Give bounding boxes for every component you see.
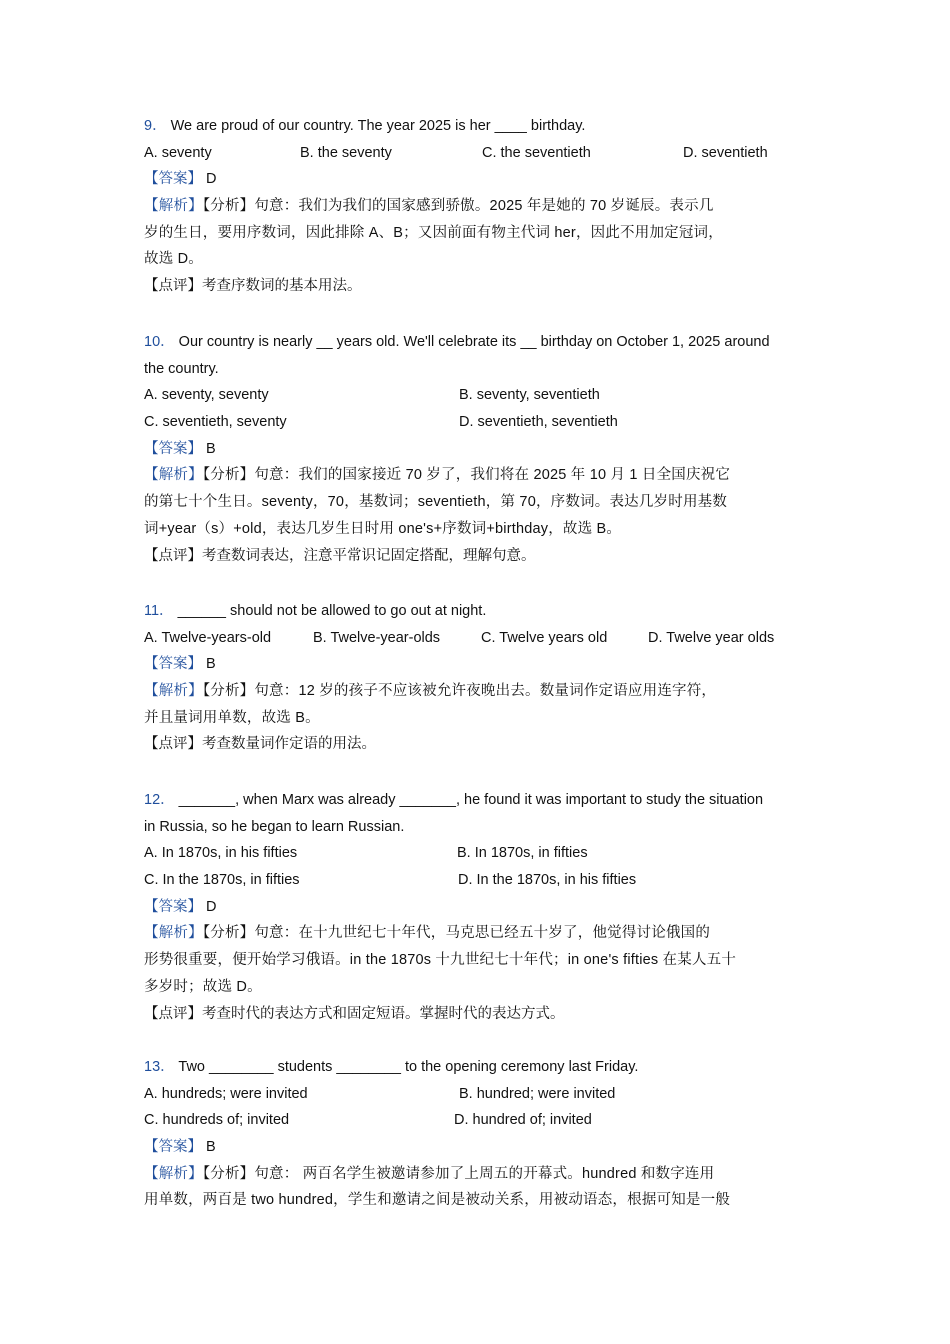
analysis-line: 形势很重要，便开始学习俄语。in the 1870s 十九世纪七十年代；in one's fifties 在某人五十 <box>144 952 737 969</box>
option-c: C. Twelve years old <box>481 629 608 646</box>
answer-value: D <box>206 898 217 915</box>
analysis-line: 【解析】【分析】句意：我们的国家接近 70 岁了，我们将在 2025 年 10 月 1 日全国庆祝它 <box>144 467 731 484</box>
analysis-tag: 【解析】 <box>144 198 203 215</box>
option-a: A. hundreds; were invited <box>144 1085 308 1102</box>
analysis-line: 词+year（s）+old，表达几岁生日时用 one's+序数词+birthday，故选 B。 <box>144 520 622 537</box>
analysis-line: 多岁时；故选 D。 <box>144 978 262 995</box>
option-b: B. the seventy <box>300 144 392 161</box>
analysis-tag: 【解析】 <box>144 467 203 484</box>
question-number: 11． <box>144 603 174 619</box>
question-stem <box>144 113 808 140</box>
options-row <box>144 140 808 167</box>
analysis-tag: 【解析】 <box>144 683 203 700</box>
option-a: A. Twelve-years-old <box>144 629 272 646</box>
question-13 <box>144 1054 808 1214</box>
question-stem <box>144 787 808 814</box>
answer-tag: 【答案】 <box>144 656 202 673</box>
analysis-line: 【解析】【分析】句意： 两百名学生被邀请参加了上周五的开幕式。hundred 和数字连用 <box>144 1165 715 1182</box>
question-text: ______ should not be allowed to go out at night. <box>173 603 487 619</box>
options-row <box>144 1081 808 1108</box>
answer-tag: 【答案】 <box>144 898 202 915</box>
answer-value: B <box>206 656 216 673</box>
answer-line <box>144 1134 808 1161</box>
option-b: B. seventy, seventieth <box>459 387 600 404</box>
question-text: Our country is nearly __ years old. We'll celebrate its __ birthday on October 1, 2025 around <box>174 334 770 350</box>
analysis-line: 并且量词用单数，故选 B。 <box>144 709 320 726</box>
option-b: B. hundred; were invited <box>459 1085 616 1102</box>
answer-value: D <box>206 171 217 188</box>
question-text: _______, when Marx was already _______, he found it was important to study the situation <box>174 792 764 808</box>
question-9 <box>144 113 808 300</box>
comment-line: 【点评】考查数词表达，注意平常识记固定搭配，理解句意。 <box>144 547 536 564</box>
question-stem-cont: in Russia, so he began to learn Russian. <box>144 818 405 835</box>
option-d: D. seventieth <box>683 144 768 161</box>
analysis-line: 故选 D。 <box>144 251 203 268</box>
answer-line <box>144 651 808 678</box>
answer-tag: 【答案】 <box>144 440 202 457</box>
question-number: 9． <box>144 118 167 134</box>
option-c: C. the seventieth <box>482 144 591 161</box>
options-row <box>144 409 808 436</box>
answer-line <box>144 894 808 921</box>
options-row <box>144 840 808 867</box>
option-d: D. Twelve year olds <box>648 629 775 646</box>
analysis-line: 的第七十个生日。seventy，70，基数词；seventieth，第 70，序数词。表达几岁时用基数 <box>144 494 728 511</box>
question-11 <box>144 598 808 758</box>
analysis-line: 用单数，两百是 two hundred，学生和邀请之间是被动关系，用被动语态，根据可知是一般 <box>144 1192 731 1209</box>
options-row <box>144 382 808 409</box>
analysis-line: 【解析】【分析】句意：12 岁的孩子不应该被允许夜晚出去。数量词作定语应用连字符， <box>144 683 717 700</box>
option-d: D. seventieth, seventieth <box>459 414 618 431</box>
analysis-tag: 【解析】 <box>144 925 203 942</box>
comment-line: 【点评】考查数量词作定语的用法。 <box>144 736 376 753</box>
analysis-line: 岁的生日，要用序数词，因此排除 A、B；又因前面有物主代词 her，因此不用加定冠词， <box>144 224 723 241</box>
options-row <box>144 625 808 652</box>
answer-line <box>144 436 808 463</box>
option-c: C. In the 1870s, in fifties <box>144 872 300 889</box>
question-number: 10． <box>144 334 175 350</box>
question-number: 13． <box>144 1059 175 1075</box>
comment-line: 【点评】考查序数词的基本用法。 <box>144 278 362 295</box>
options-row <box>144 867 808 894</box>
question-stem <box>144 329 808 356</box>
option-d: D. In the 1870s, in his fifties <box>458 872 637 889</box>
answer-value: B <box>206 1139 216 1156</box>
question-number: 12． <box>144 792 175 808</box>
question-stem-cont: the country. <box>144 360 219 377</box>
analysis-line: 【解析】【分析】句意：我们为我们的国家感到骄傲。2025 年是她的 70 岁诞辰。表示几 <box>144 198 714 215</box>
question-text: Two ________ students ________ to the opening ceremony last Friday. <box>174 1059 639 1075</box>
answer-tag: 【答案】 <box>144 171 202 188</box>
question-10 <box>144 329 808 569</box>
option-a: A. In 1870s, in his fifties <box>144 845 298 862</box>
answer-value: B <box>206 440 216 457</box>
option-c: C. hundreds of; invited <box>144 1112 290 1129</box>
answer-tag: 【答案】 <box>144 1139 202 1156</box>
option-c: C. seventieth, seventy <box>144 414 287 431</box>
analysis-tag: 【解析】 <box>144 1165 203 1182</box>
analysis-line: 【解析】【分析】句意：在十九世纪七十年代，马克思已经五十岁了，他觉得讨论俄国的 <box>144 925 711 942</box>
question-stem <box>144 1054 808 1081</box>
option-d: D. hundred of; invited <box>454 1112 592 1129</box>
option-b: B. In 1870s, in fifties <box>457 845 588 862</box>
comment-line: 【点评】考查时代的表达方式和固定短语。掌握时代的表达方式。 <box>144 1005 565 1022</box>
option-a: A. seventy <box>144 144 212 161</box>
options-row <box>144 1107 808 1134</box>
option-a: A. seventy, seventy <box>144 387 269 404</box>
question-12 <box>144 787 808 1027</box>
answer-line <box>144 166 808 193</box>
question-text: We are proud of our country. The year 2025 is her ____ birthday. <box>166 118 586 134</box>
option-b: B. Twelve-year-olds <box>313 629 441 646</box>
question-stem <box>144 598 808 625</box>
